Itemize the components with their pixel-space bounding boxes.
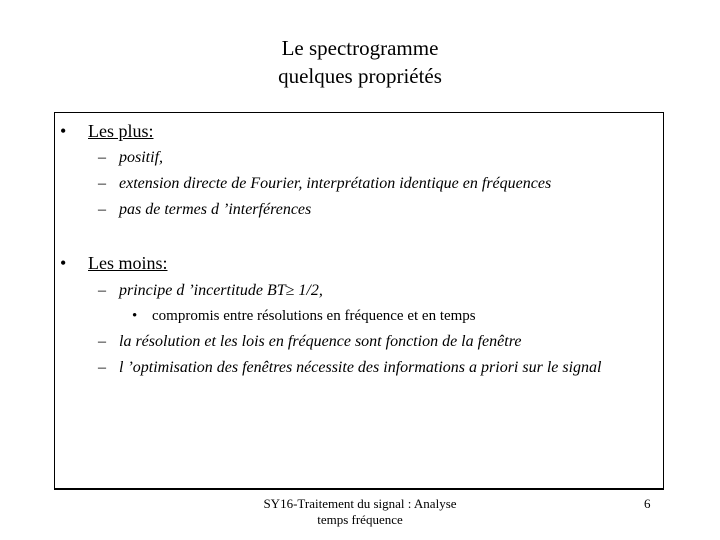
bullet-icon: • [60,253,67,273]
dash-icon: – [98,333,106,350]
section-heading-text: Les plus: [88,121,154,141]
section-heading-text: Les moins: [88,253,168,273]
list-item-text: la résolution et les lois en fréquence sont fonction de la fenêtre [119,333,522,350]
list-item-text: pas de termes d ’interférences [119,201,312,218]
list-item-text: l ’optimisation des fenêtres nécessite des informations a priori sur le signal [119,359,602,376]
list-item [98,331,628,353]
page-number: 6 [644,496,651,511]
list-item [98,280,628,302]
title-line-1: Le spectrogramme [281,36,439,60]
footer-line-1: SY16-Traitement du signal : Analyse [263,496,457,511]
dash-icon: – [98,149,106,166]
dash-icon: – [98,359,106,376]
sub-list-item [132,305,476,327]
dash-icon: – [98,282,106,299]
list-item-text: extension directe de Fourier, interprétation identique en fréquences [119,175,552,192]
list-item [98,357,628,379]
dash-icon: – [98,175,106,192]
section-moins-heading [60,252,168,274]
footer-line-2: temps fréquence [317,512,403,527]
list-item [98,173,628,195]
slide-title [0,34,720,90]
sub-list-item-text: compromis entre résolutions en fréquence et en temps [152,308,476,324]
footer-text [230,496,490,528]
list-item [98,147,628,169]
bullet-icon: • [132,308,138,324]
title-line-2: quelques propriétés [278,64,442,88]
list-item [98,199,628,221]
bullet-icon: • [60,121,67,141]
list-item-text: positif, [119,149,164,166]
section-plus-heading [60,120,154,142]
dash-icon: – [98,201,106,218]
list-item-text: principe d ’incertitude BT≥ 1/2, [119,282,323,299]
